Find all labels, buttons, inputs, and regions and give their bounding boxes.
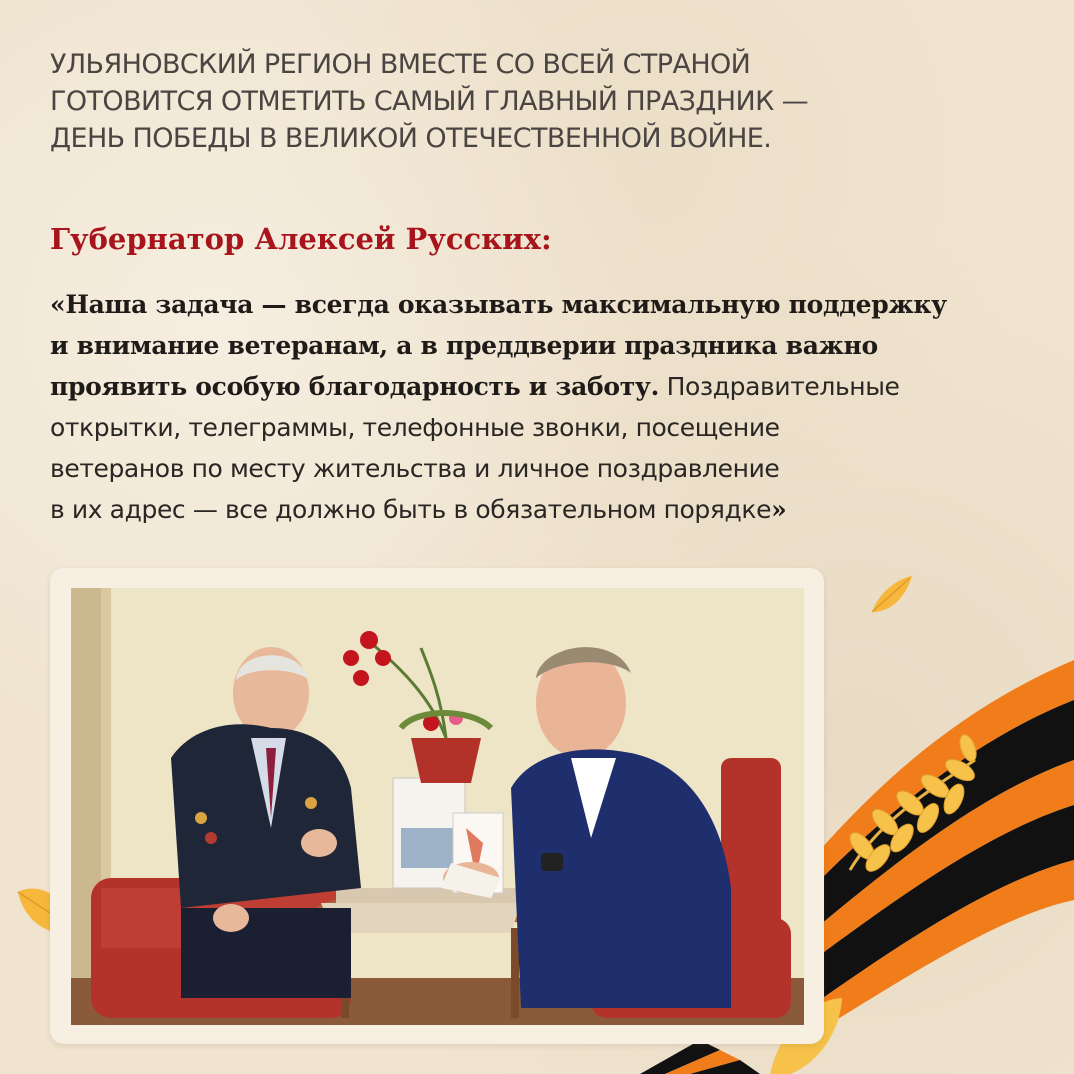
intro-line-3: ДЕНЬ ПОБЕДЫ В ВЕЛИКОЙ ОТЕЧЕСТВЕННОЙ ВОЙНЕ.: [50, 123, 772, 154]
intro-line-2: ГОТОВИТСЯ ОТМЕТИТЬ САМЫЙ ГЛАВНЫЙ ПРАЗДНИК —: [50, 86, 809, 117]
quote-closing-mark: »: [771, 495, 787, 524]
quote-line-3-rest: Поздравительные: [659, 372, 900, 401]
quote-line-5: ветеранов по месту жительства и личное поздравление: [50, 454, 780, 483]
intro-line-1: УЛЬЯНОВСКИЙ РЕГИОН ВМЕСТЕ СО ВСЕЙ СТРАНОЙ: [50, 49, 751, 80]
quote-bold-line-3: проявить особую благодарность и заботу.: [50, 372, 660, 401]
autumn-leaf-icon: [872, 576, 912, 612]
quote-line-6: в их адрес — все должно быть в обязательном порядке: [50, 495, 772, 524]
intro-heading: [50, 46, 950, 157]
quote-bold-line-2: и внимание ветеранам, а в преддверии праздника важно: [50, 331, 878, 360]
quote-bold-line-1: «Наша задача — всегда оказывать максимальную поддержку: [50, 290, 947, 319]
meeting-photo: [71, 588, 804, 1025]
governor-quote: [50, 284, 1040, 530]
photo-frame: [50, 568, 824, 1044]
speaker-title: Губернатор Алексей Русских:: [50, 222, 552, 256]
quote-line-4: открытки, телеграммы, телефонные звонки, посещение: [50, 413, 780, 442]
wheat-icon: [846, 732, 980, 875]
